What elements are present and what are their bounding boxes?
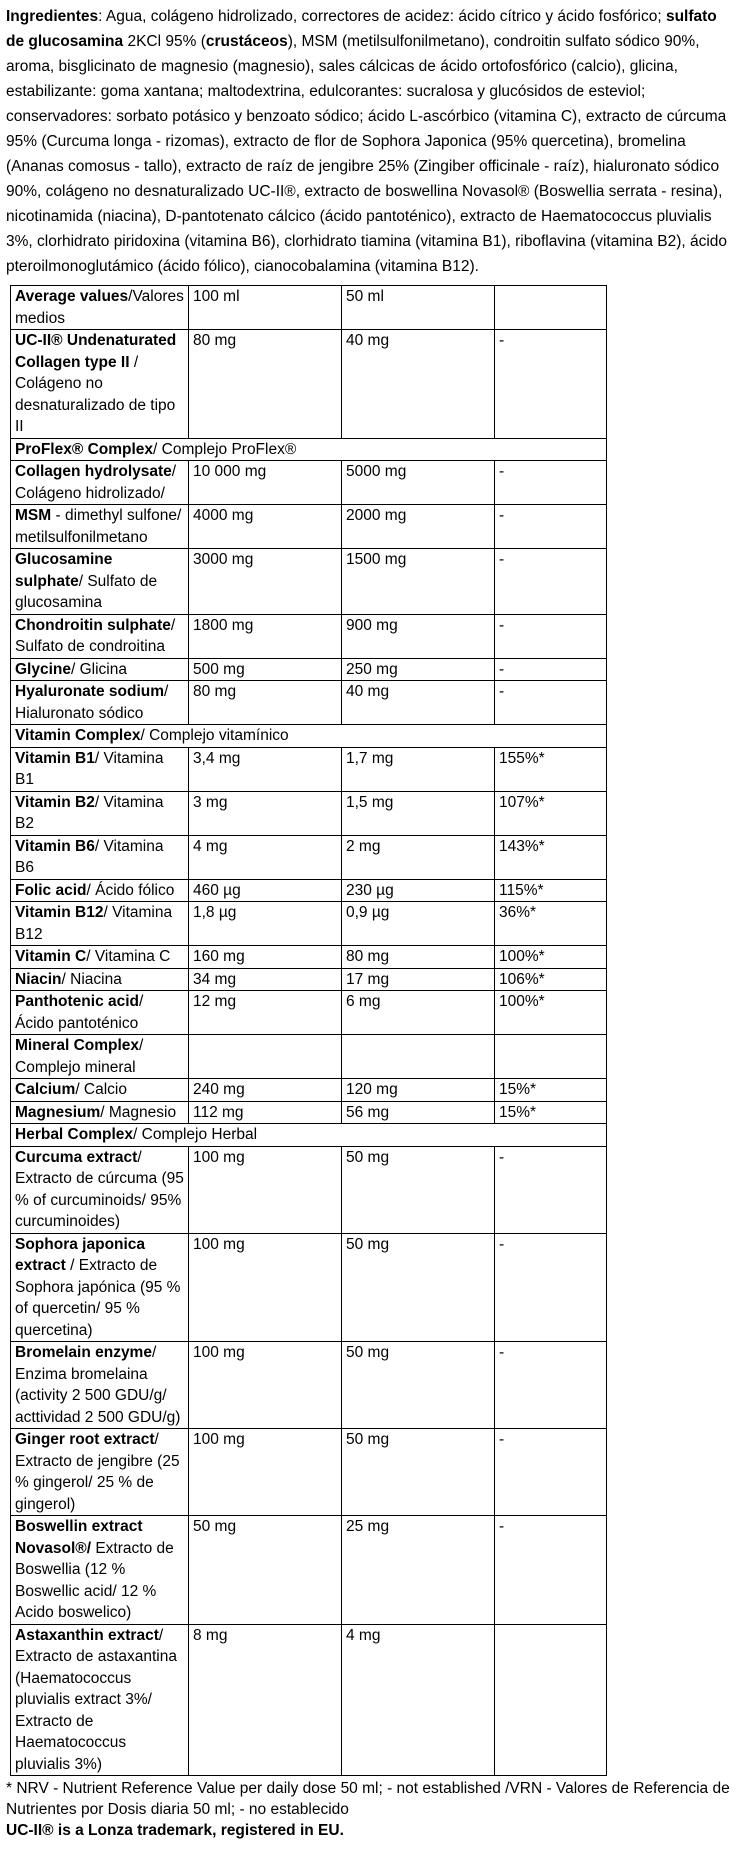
value-per-50ml: 50 mg [342, 1146, 495, 1233]
value-per-100ml: 1,8 µg [189, 902, 342, 946]
value-per-50ml: 1,5 mg [342, 791, 495, 835]
nrv-value: 143%* [495, 835, 607, 879]
nutrient-name-rest: / Extracto de astaxantina (Haematococcus pluvialis extract 3%/ Extracto de Haematococcus pluvialis 3%) [15, 1626, 177, 1773]
value-per-100ml: 10 000 mg [189, 461, 342, 505]
nutrient-name-cell [11, 946, 189, 969]
nutrient-name-cell [11, 658, 189, 681]
value-per-50ml: 230 µg [342, 879, 495, 902]
ingredients-paragraph [6, 4, 736, 279]
value-per-50ml: 4 mg [342, 1624, 495, 1776]
value-per-50ml: 40 mg [342, 681, 495, 725]
value-per-50ml: 80 mg [342, 946, 495, 969]
nutrient-name-rest: / Extracto de jengibre (25 % gingerol/ 25 % de gingerol) [15, 1431, 180, 1513]
value-per-50ml: 2000 mg [342, 505, 495, 549]
ingredients-text: ), MSM (metilsulfonilmetano), condroitin sulfato sódico 90%, aroma, bisglicinato de magnesio (magnesio), sales cálcicas de ácido ortofosfórico (calcio), glicina, estabilizante: goma xantana; maltodextrina, edulcorantes: sucralosa y glucósidos de esteviol; conservadores: sorbato potásico y benzoato sódico; ácido L-ascórbico (vitamina C), extracto de cúrcuma 95% (Curcuma longa - rizomas), extracto de flor de Sophora Japonica (95% quercetina), bromelina (Ananas comosus - tallo), extracto de raíz de jengibre 25% (Zingiber officinale - raíz), hialuronato sódico 90%, colágeno no desnaturalizado UC-II®, extracto de boswellina Novasol® (Boswellia serrata - resina), nicotinamida (niacina), D-pantotenato cálcico (ácido pantoténico), extracto de Haematococcus pluvialis 3%, clorhidrato piridoxina (vitamina B6), clorhidrato tiamina (vitamina B1), riboflavina (vitamina B2), ácido pteroilmonoglutámico (ácido fólico), cianocobalamina (vitamina B12). [6, 33, 728, 275]
nutrient-name-rest: Extracto de Boswellia (12 % Boswellic acid/ 12 % Acido boswelico) [15, 1539, 174, 1621]
table-row [11, 658, 607, 681]
value-per-50ml: 1500 mg [342, 549, 495, 615]
nutrient-name-bold: Mineral Complex [15, 1037, 140, 1054]
value-per-50ml: 250 mg [342, 658, 495, 681]
value-per-50ml: 40 mg [342, 330, 495, 439]
nutrient-name-rest: / Ácido fólico [86, 881, 175, 899]
nutrient-name-cell [11, 835, 189, 879]
nutrient-name-rest: - dimethyl sulfone/ metilsulfonilmetano [15, 507, 182, 546]
value-per-100ml: 240 mg [189, 1079, 342, 1102]
value-per-100ml: 500 mg [189, 658, 342, 681]
ingredients-text: sulfato de glucosamina [6, 8, 717, 50]
table-row [11, 1079, 607, 1102]
value-per-100ml: 34 mg [189, 968, 342, 991]
table-row [11, 681, 607, 725]
nutrient-name-rest: / Hialuronato sódico [15, 683, 169, 722]
nutrient-name-bold: Vitamin B6 [15, 837, 95, 855]
nutrient-name-cell [11, 747, 189, 791]
nutrient-name-cell [11, 725, 607, 748]
table-section-row [11, 725, 607, 748]
table-row [11, 1516, 607, 1625]
value-per-100ml: 100 mg [189, 1342, 342, 1429]
nutrient-name-cell [11, 1233, 189, 1342]
header-nrv [495, 286, 607, 330]
nrv-value: 107%* [495, 791, 607, 835]
value-per-100ml: 80 mg [189, 681, 342, 725]
nutrient-name-bold: Sophora japonica extract [15, 1235, 146, 1274]
nutrient-name-cell [11, 681, 189, 725]
value-per-50ml: 2 mg [342, 835, 495, 879]
nutrition-table [10, 285, 607, 1776]
value-per-100ml: 100 mg [189, 1146, 342, 1233]
ingredients-label: Ingredientes [6, 8, 99, 25]
value-per-50ml: 120 mg [342, 1079, 495, 1102]
nrv-value [495, 1624, 607, 1776]
nutrient-name-rest: / Extracto de cúrcuma (95 % of curcuminoids/ 95% curcuminoides) [15, 1148, 184, 1230]
ingredients-text: crustáceos [205, 33, 288, 50]
table-row [11, 1429, 607, 1516]
nrv-value: 155%* [495, 747, 607, 791]
value-per-50ml: 900 mg [342, 614, 495, 658]
table-header-row [11, 286, 607, 330]
nutrient-name-cell [11, 1342, 189, 1429]
nutrient-name-cell [11, 1429, 189, 1516]
nutrient-name-rest: / Vitamina B2 [15, 793, 164, 832]
footnote [6, 1778, 736, 1841]
nutrient-name-bold: Boswellin extract Novasol®/ [15, 1518, 143, 1557]
nrv-value: 36%* [495, 902, 607, 946]
nutrient-name-cell [11, 330, 189, 439]
nutrient-name-cell [11, 1624, 189, 1776]
nutrient-name-bold: Chondroitin sulphate [15, 616, 171, 634]
value-per-50ml: 6 mg [342, 991, 495, 1035]
nrv-value: - [495, 1516, 607, 1625]
nutrient-name-rest: / Complejo ProFlex® [153, 440, 297, 458]
nutrient-name-bold: Vitamin B2 [15, 793, 95, 811]
nutrient-name-rest: / Colágeno hidrolizado/ [15, 463, 177, 502]
table-row [11, 991, 607, 1035]
table-section-row [11, 438, 607, 461]
nutrient-name-bold: Glucosamine sulphate [15, 551, 113, 590]
trademark-note: UC-II® is a Lonza trademark, registered in EU. [6, 1822, 344, 1839]
value-per-100ml: 50 mg [189, 1516, 342, 1625]
nrv-value: 15%* [495, 1079, 607, 1102]
header-name-bold: Average values [15, 288, 129, 305]
nutrient-name-rest: / Calcio [75, 1081, 127, 1098]
table-row [11, 879, 607, 902]
value-per-50ml [342, 1035, 495, 1079]
nrv-value: 15%* [495, 1101, 607, 1124]
value-per-100ml: 100 mg [189, 1233, 342, 1342]
nutrient-name-rest: / Complejo mineral [15, 1037, 144, 1076]
nutrient-name-rest: / Vitamina B6 [15, 837, 164, 876]
nutrient-name-bold: Vitamin B12 [15, 904, 104, 921]
header-per-100ml: 100 ml [189, 286, 342, 330]
nutrient-name-rest: / Extracto de Sophora japónica (95 % of quercetin/ 95 % quercetina) [15, 1257, 181, 1339]
nrv-value: 115%* [495, 879, 607, 902]
value-per-50ml: 50 mg [342, 1233, 495, 1342]
table-row [11, 1233, 607, 1342]
nutrient-name-bold: Ginger root extract [15, 1431, 155, 1448]
table-row [11, 902, 607, 946]
table-row [11, 1101, 607, 1124]
nutrient-name-rest: / Vitamina C [86, 948, 171, 965]
header-name-cell [11, 286, 189, 330]
nutrient-name-bold: Vitamin C [15, 948, 87, 965]
nrv-value: 100%* [495, 946, 607, 969]
nutrient-name-cell [11, 614, 189, 658]
value-per-100ml: 4 mg [189, 835, 342, 879]
nutrient-name-cell [11, 902, 189, 946]
nutrient-name-cell [11, 1035, 189, 1079]
nutrient-name-rest: / Enzima bromelaina (activity 2 500 GDU/g/ acttividad 2 500 GDU/g) [15, 1344, 181, 1426]
nrv-value: - [495, 461, 607, 505]
nrv-value: - [495, 549, 607, 615]
table-row [11, 505, 607, 549]
nutrient-name-rest: / Colágeno no desnaturalizado de tipo II [15, 353, 176, 435]
nrv-value: - [495, 658, 607, 681]
value-per-100ml: 3 mg [189, 791, 342, 835]
ingredients-text: 2KCl 95% ( [123, 33, 206, 50]
nrv-value: 100%* [495, 991, 607, 1035]
value-per-100ml: 3,4 mg [189, 747, 342, 791]
value-per-100ml: 112 mg [189, 1101, 342, 1124]
nutrient-name-rest: / Niacina [61, 970, 122, 988]
ingredients-text: : Agua, colágeno hidrolizado, correctores de acidez: ácido cítrico y ácido fosfórico; [98, 8, 666, 25]
nutrient-name-bold: Panthotenic acid [15, 993, 140, 1010]
nutrient-name-rest: / Magnesio [100, 1103, 177, 1121]
nrv-value: - [495, 1429, 607, 1516]
nrv-value: - [495, 614, 607, 658]
nrv-value: - [495, 1342, 607, 1429]
nrv-value: - [495, 1146, 607, 1233]
table-row [11, 1342, 607, 1429]
table-row [11, 614, 607, 658]
table-row [11, 835, 607, 879]
nutrient-name-bold: Glycine [15, 660, 71, 678]
nutrient-name-bold: MSM [15, 507, 52, 524]
table-row [11, 1035, 607, 1079]
table-row [11, 461, 607, 505]
value-per-50ml: 1,7 mg [342, 747, 495, 791]
header-per-50ml: 50 ml [342, 286, 495, 330]
nutrient-name-bold: Hyaluronate sodium [15, 683, 164, 700]
nutrient-name-bold: Collagen hydrolysate [15, 463, 172, 480]
nutrient-name-cell [11, 505, 189, 549]
value-per-50ml: 50 mg [342, 1429, 495, 1516]
value-per-100ml: 12 mg [189, 991, 342, 1035]
nutrient-name-rest: / Complejo vitamínico [140, 727, 289, 744]
table-row [11, 1146, 607, 1233]
value-per-100ml: 8 mg [189, 1624, 342, 1776]
table-row [11, 330, 607, 439]
value-per-100ml: 100 mg [189, 1429, 342, 1516]
value-per-50ml: 5000 mg [342, 461, 495, 505]
nutrient-name-cell [11, 1124, 607, 1147]
nutrient-name-cell [11, 461, 189, 505]
value-per-50ml: 17 mg [342, 968, 495, 991]
nrv-footnote: * NRV - Nutrient Reference Value per daily dose 50 ml; - not established /VRN - Valores de Referencia de Nutrientes por Dosis diaria 50 ml; - no establecido [6, 1780, 730, 1818]
table-row [11, 747, 607, 791]
value-per-100ml: 80 mg [189, 330, 342, 439]
nutrient-name-rest: / Sulfato de condroitina [15, 616, 176, 655]
nutrient-name-rest: / Sulfato de glucosamina [15, 572, 158, 611]
nutrient-name-cell [11, 1079, 189, 1102]
nutrient-name-cell [11, 791, 189, 835]
nutrient-name-bold: UC-II® Undenaturated Collagen type II [15, 332, 177, 371]
value-per-100ml: 1800 mg [189, 614, 342, 658]
nrv-value: - [495, 330, 607, 439]
nutrient-name-cell [11, 549, 189, 615]
table-row [11, 791, 607, 835]
value-per-50ml: 0,9 µg [342, 902, 495, 946]
value-per-50ml: 25 mg [342, 1516, 495, 1625]
nutrient-name-bold: Vitamin Complex [15, 727, 141, 744]
nutrient-name-rest: / Vitamina B12 [15, 904, 173, 943]
nutrient-name-rest: / Glicina [71, 660, 127, 678]
value-per-50ml: 56 mg [342, 1101, 495, 1124]
header-name-rest: /Valores medios [15, 288, 184, 327]
nutrient-name-cell [11, 968, 189, 991]
nutrient-name-rest: / Vitamina B1 [15, 749, 164, 788]
nutrient-name-cell [11, 1516, 189, 1625]
nrv-value: - [495, 1233, 607, 1342]
nutrient-name-bold: Niacin [15, 970, 62, 988]
nutrient-name-bold: Bromelain enzyme [15, 1344, 152, 1361]
nrv-value: 106%* [495, 968, 607, 991]
nrv-value: - [495, 681, 607, 725]
nutrient-name-bold: Magnesium [15, 1103, 101, 1121]
value-per-100ml [189, 1035, 342, 1079]
nutrient-name-cell [11, 438, 607, 461]
table-row [11, 946, 607, 969]
value-per-100ml: 160 mg [189, 946, 342, 969]
nutrient-name-cell [11, 1101, 189, 1124]
table-row [11, 968, 607, 991]
nutrient-name-cell [11, 991, 189, 1035]
nutrient-name-cell [11, 879, 189, 902]
nutrient-name-bold: Calcium [15, 1081, 76, 1098]
value-per-100ml: 4000 mg [189, 505, 342, 549]
table-row [11, 1624, 607, 1776]
table-section-row [11, 1124, 607, 1147]
nutrient-name-bold: Curcuma extract [15, 1148, 138, 1166]
nutrient-name-bold: ProFlex® Complex [15, 440, 154, 458]
nutrient-name-bold: Folic acid [15, 881, 87, 899]
nutrient-name-bold: Astaxanthin extract [15, 1626, 159, 1644]
value-per-50ml: 50 mg [342, 1342, 495, 1429]
nrv-value: - [495, 505, 607, 549]
nutrient-name-rest: / Complejo Herbal [133, 1126, 258, 1143]
table-row [11, 549, 607, 615]
nutrient-name-cell [11, 1146, 189, 1233]
nutrient-name-bold: Vitamin B1 [15, 749, 95, 767]
value-per-100ml: 3000 mg [189, 549, 342, 615]
value-per-100ml: 460 µg [189, 879, 342, 902]
nutrient-name-bold: Herbal Complex [15, 1126, 134, 1143]
nrv-value [495, 1035, 607, 1079]
nutrient-name-rest: / Ácido pantoténico [15, 993, 144, 1032]
